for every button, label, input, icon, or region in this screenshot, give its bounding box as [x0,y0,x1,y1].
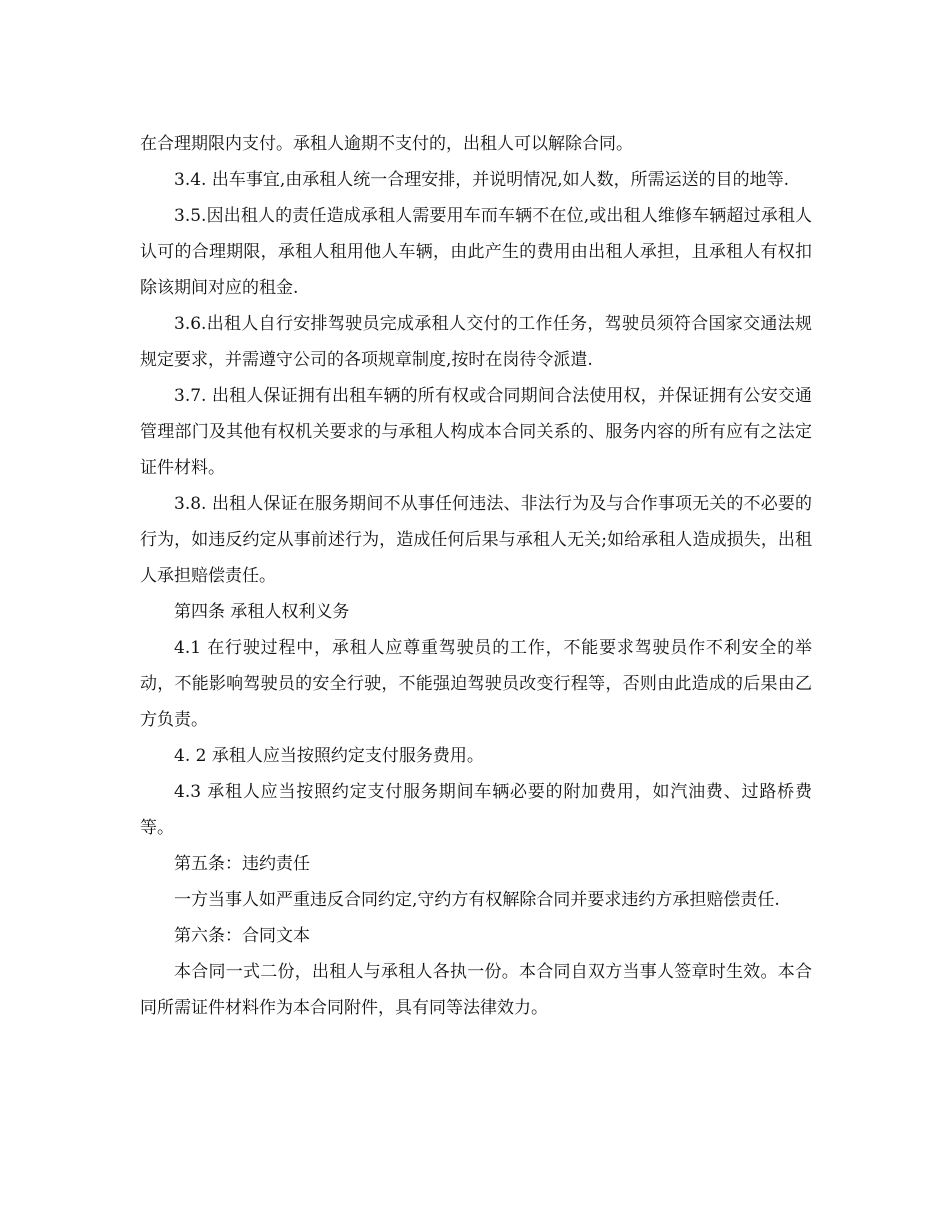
continuation-paragraph: 在合理期限内支付。承租人逾期不支付的，出租人可以解除合同。 [140,134,633,154]
clause-4-1: 4.1 在行驶过程中，承租人应尊重驾驶员的工作，不能要求驾驶员作不利安全的举动，不能影响驾驶员的安全行驶，不能强迫驾驶员改变行程等，否则由此造成的后果由乙方负责。 [140,638,812,730]
clause-3-8: 3.8. 出租人保证在服务期间不从事任何违法、非法行为及与合作事项无关的不必要的行为，如违反约定从事前述行为，造成任何后果与承租人无关;如给承租人造成损失，出租人承担赔偿责任。 [140,494,812,586]
article-4-heading: 第四条 承租人权利义务 [174,602,350,622]
clause-3-7: 3.7. 出租人保证拥有出租车辆的所有权或合同期间合法使用权，并保证拥有公安交通管理部门及其他有权机关要求的与承租人构成本合同关系的、服务内容的所有应有之法定证件材料。 [140,386,812,478]
clause-3-4: 3.4. 出车事宜,由承租人统一合理安排，并说明情况,如人数，所需运送的目的地等. [174,170,790,190]
clause-4-2: 4. 2 承租人应当按照约定支付服务费用。 [174,746,484,766]
article-6-text: 本合同一式二份，出租人与承租人各执一份。本合同自双方当事人签章时生效。本合同所需证件材料作为本合同附件，具有同等法律效力。 [140,962,812,1018]
clause-3-5: 3.5.因出租人的责任造成承租人需要用车而车辆不在位,或出租人维修车辆超过承租人认可的合理期限，承租人租用他人车辆，由此产生的费用由出租人承担，且承租人有权扣除该期间对应的租金. [140,206,812,298]
document-body [140,126,812,1026]
clause-3-6: 3.6.出租人自行安排驾驶员完成承租人交付的工作任务，驾驶员须符合国家交通法规规定要求，并需遵守公司的各项规章制度,按时在岗待令派遣. [140,314,812,370]
article-6-heading: 第六条：合同文本 [174,926,310,946]
article-5-heading: 第五条：违约责任 [174,854,310,874]
clause-4-3: 4.3 承租人应当按照约定支付服务期间车辆必要的附加费用，如汽油费、过路桥费等。 [140,782,812,838]
article-5-text: 一方当事人如严重违反合同约定,守约方有权解除合同并要求违约方承担赔偿责任. [174,890,780,910]
